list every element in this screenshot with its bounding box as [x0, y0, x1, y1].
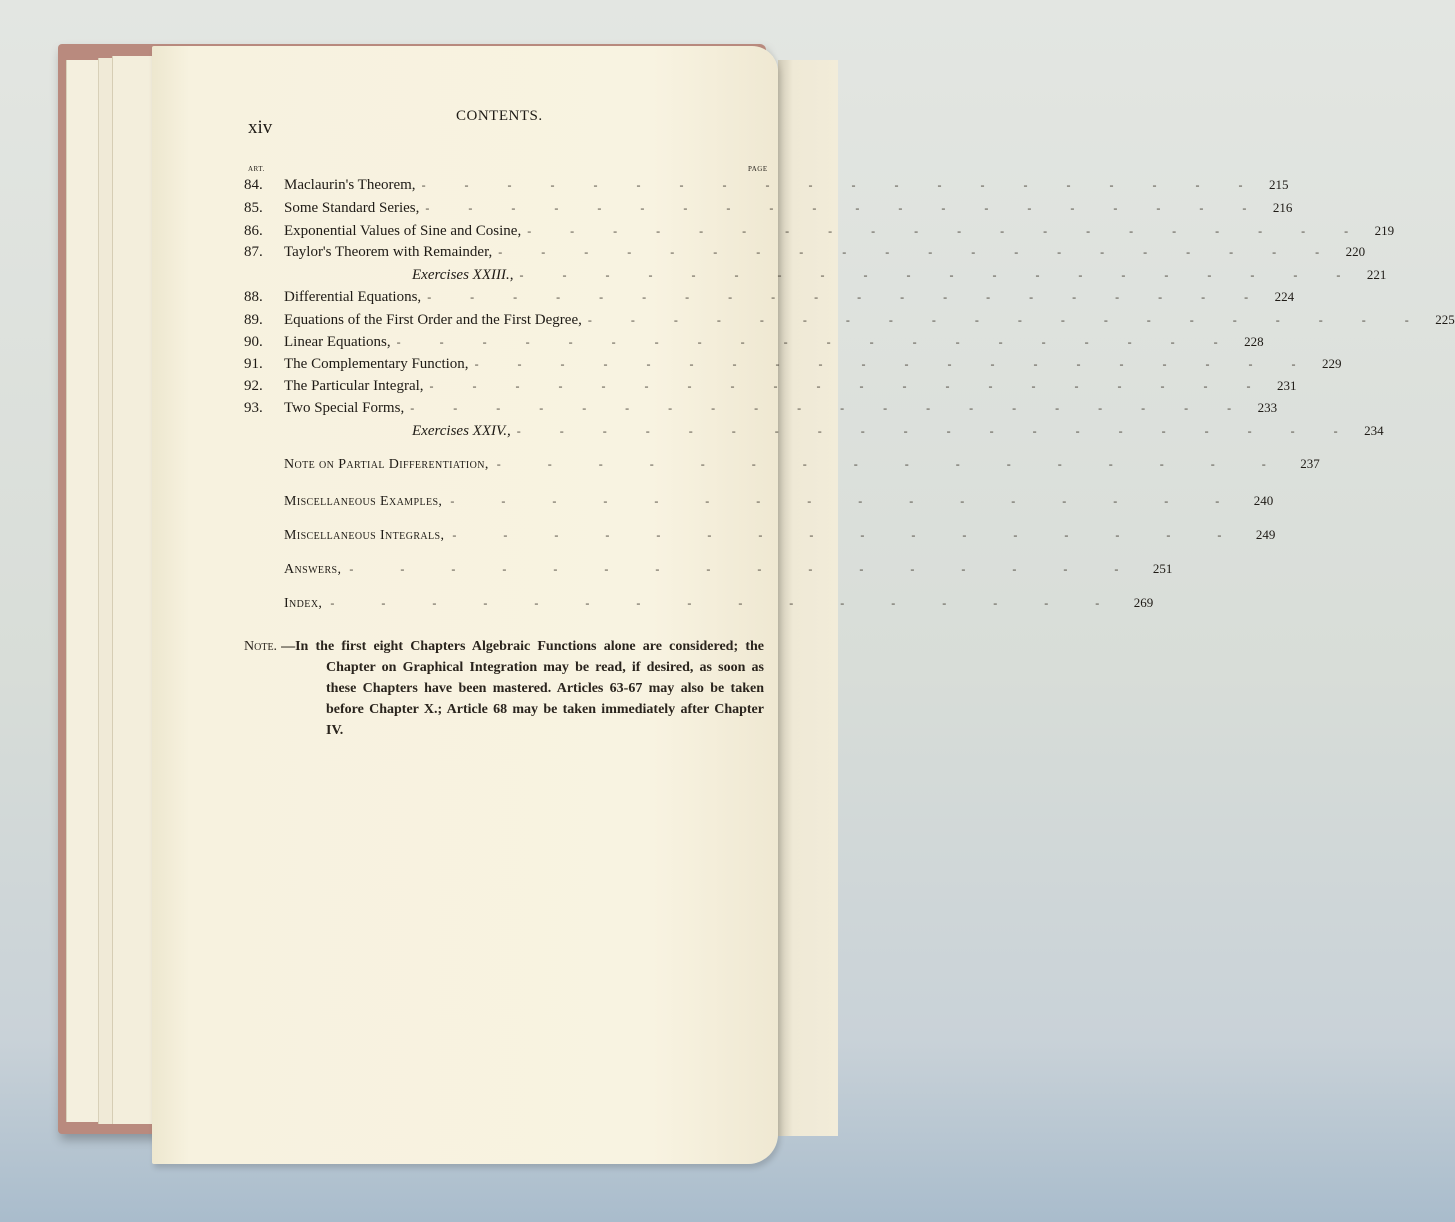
section-page: 269	[1133, 595, 1154, 610]
article-number: 87.	[244, 244, 263, 260]
section-page: 237	[1300, 456, 1320, 471]
entry-title: Differential Equations,	[284, 289, 422, 305]
entry-page: 233	[1257, 400, 1278, 415]
page-number: xiv	[248, 117, 273, 138]
article-number: 88.	[244, 289, 263, 305]
contents-row	[244, 174, 1289, 196]
entry-title: Exercises XXIII.,	[412, 267, 514, 283]
leader-dots: - - - - - - - - - - - - - - - -	[452, 528, 1244, 542]
contents-row	[244, 353, 1342, 375]
entry-page: 225	[1435, 312, 1455, 327]
entry-title: The Particular Integral,	[284, 378, 424, 394]
entry-title: Linear Equations,	[284, 334, 391, 350]
section-title: Answers,	[284, 562, 342, 577]
leader-dots: - - - - - - - - - - - - - - - - - - - -	[425, 201, 1265, 215]
section-row	[284, 591, 1154, 615]
entry-page: 228	[1244, 334, 1264, 349]
contents-row	[244, 397, 1278, 419]
leader-dots: - - - - - - - - - - - - - - - - - - - -	[519, 268, 1359, 282]
leader-dots: - - - - - - - - - - - - - - - - - - - -	[429, 379, 1269, 393]
leader-dots: - - - - - - - - - - - - - - - - - - - -	[396, 335, 1236, 349]
leader-dots: - - - - - - - - - - - - - - - - - - - -	[410, 401, 1250, 415]
column-header-page: PAGE	[748, 165, 768, 173]
section-page: 251	[1152, 561, 1173, 576]
contents-row	[244, 309, 1455, 331]
article-number: 85.	[244, 200, 263, 216]
entry-page: 229	[1321, 356, 1342, 371]
article-number: 91.	[244, 356, 263, 372]
leader-dots: - - - - - - - - - - - - - - - - - - - -	[516, 424, 1356, 438]
entry-title: Exercises XXIV.,	[412, 423, 511, 439]
note-text: —In the first eight Chapters Algebraic Functions alone are considered; the Chapter on Graphical Integration may be read, if desired, as soon as these Chapters have been mastered. Articles 63-67 may also be taken before Chapter X.; Article 68 may be taken immediately after Chapter IV.	[281, 639, 764, 738]
entry-title: Maclaurin's Theorem,	[284, 177, 416, 193]
contents-row	[244, 197, 1293, 219]
leader-dots: - - - - - - - - - - - - - - - -	[496, 457, 1288, 471]
entry-page: 220	[1345, 244, 1366, 259]
contents-row	[244, 375, 1297, 397]
article-number: 84.	[244, 177, 263, 193]
article-number: 89.	[244, 312, 263, 328]
section-title: Miscellaneous Examples,	[284, 494, 443, 509]
section-title: Note on Partial Differentiation,	[284, 457, 489, 472]
section-page: 249	[1255, 527, 1276, 542]
entry-title: Exponential Values of Sine and Cosine,	[284, 223, 522, 239]
entry-page: 234	[1364, 423, 1384, 438]
leader-dots: - - - - - - - - - - - - - - - - - - - -	[421, 178, 1261, 192]
article-number: 90.	[244, 334, 263, 350]
entry-title: Taylor's Theorem with Remainder,	[284, 244, 493, 260]
section-row	[284, 489, 1274, 513]
entry-page: 215	[1268, 177, 1289, 192]
column-header-art: ART.	[248, 165, 265, 173]
section-title: Index,	[284, 596, 323, 611]
entry-title: The Complementary Function,	[284, 356, 469, 372]
leader-dots: - - - - - - - - - - - - - - - -	[349, 562, 1141, 576]
section-title: Miscellaneous Integrals,	[284, 528, 445, 543]
article-number: 92.	[244, 378, 263, 394]
contents-row	[244, 420, 1384, 442]
entry-title: Two Special Forms,	[284, 400, 405, 416]
entry-page: 219	[1374, 223, 1395, 238]
entry-title: Some Standard Series,	[284, 200, 420, 216]
entry-page: 231	[1276, 378, 1297, 393]
section-row	[284, 557, 1173, 581]
section-row	[284, 452, 1320, 476]
leader-dots: - - - - - - - - - - - - - - - -	[450, 494, 1242, 508]
entry-page: 216	[1272, 200, 1293, 215]
contents-row	[244, 264, 1387, 286]
contents-row	[244, 286, 1295, 308]
section-page: 240	[1253, 493, 1274, 508]
leader-dots: - - - - - - - - - - - - - - - - - - - -	[498, 245, 1338, 259]
contents-row	[244, 331, 1264, 353]
contents-row	[244, 220, 1395, 242]
leader-dots: - - - - - - - - - - - - - - - - - - - -	[427, 290, 1267, 304]
contents-row	[244, 241, 1366, 263]
entry-title: Equations of the First Order and the First Degree,	[284, 312, 582, 328]
entry-page: 224	[1274, 289, 1295, 304]
note-block	[244, 636, 764, 741]
note-label: Note.	[244, 639, 278, 654]
leader-dots: - - - - - - - - - - - - - - - - - - - -	[474, 357, 1314, 371]
leader-dots: - - - - - - - - - - - - - - - - - - - -	[527, 224, 1367, 238]
article-number: 86.	[244, 223, 263, 239]
leader-dots: - - - - - - - - - - - - - - - -	[330, 596, 1122, 610]
section-row	[284, 523, 1276, 547]
leader-dots: - - - - - - - - - - - - - - - - - - - -	[587, 313, 1427, 327]
entry-page: 221	[1366, 267, 1387, 282]
article-number: 93.	[244, 400, 263, 416]
page-heading: CONTENTS.	[456, 108, 543, 124]
